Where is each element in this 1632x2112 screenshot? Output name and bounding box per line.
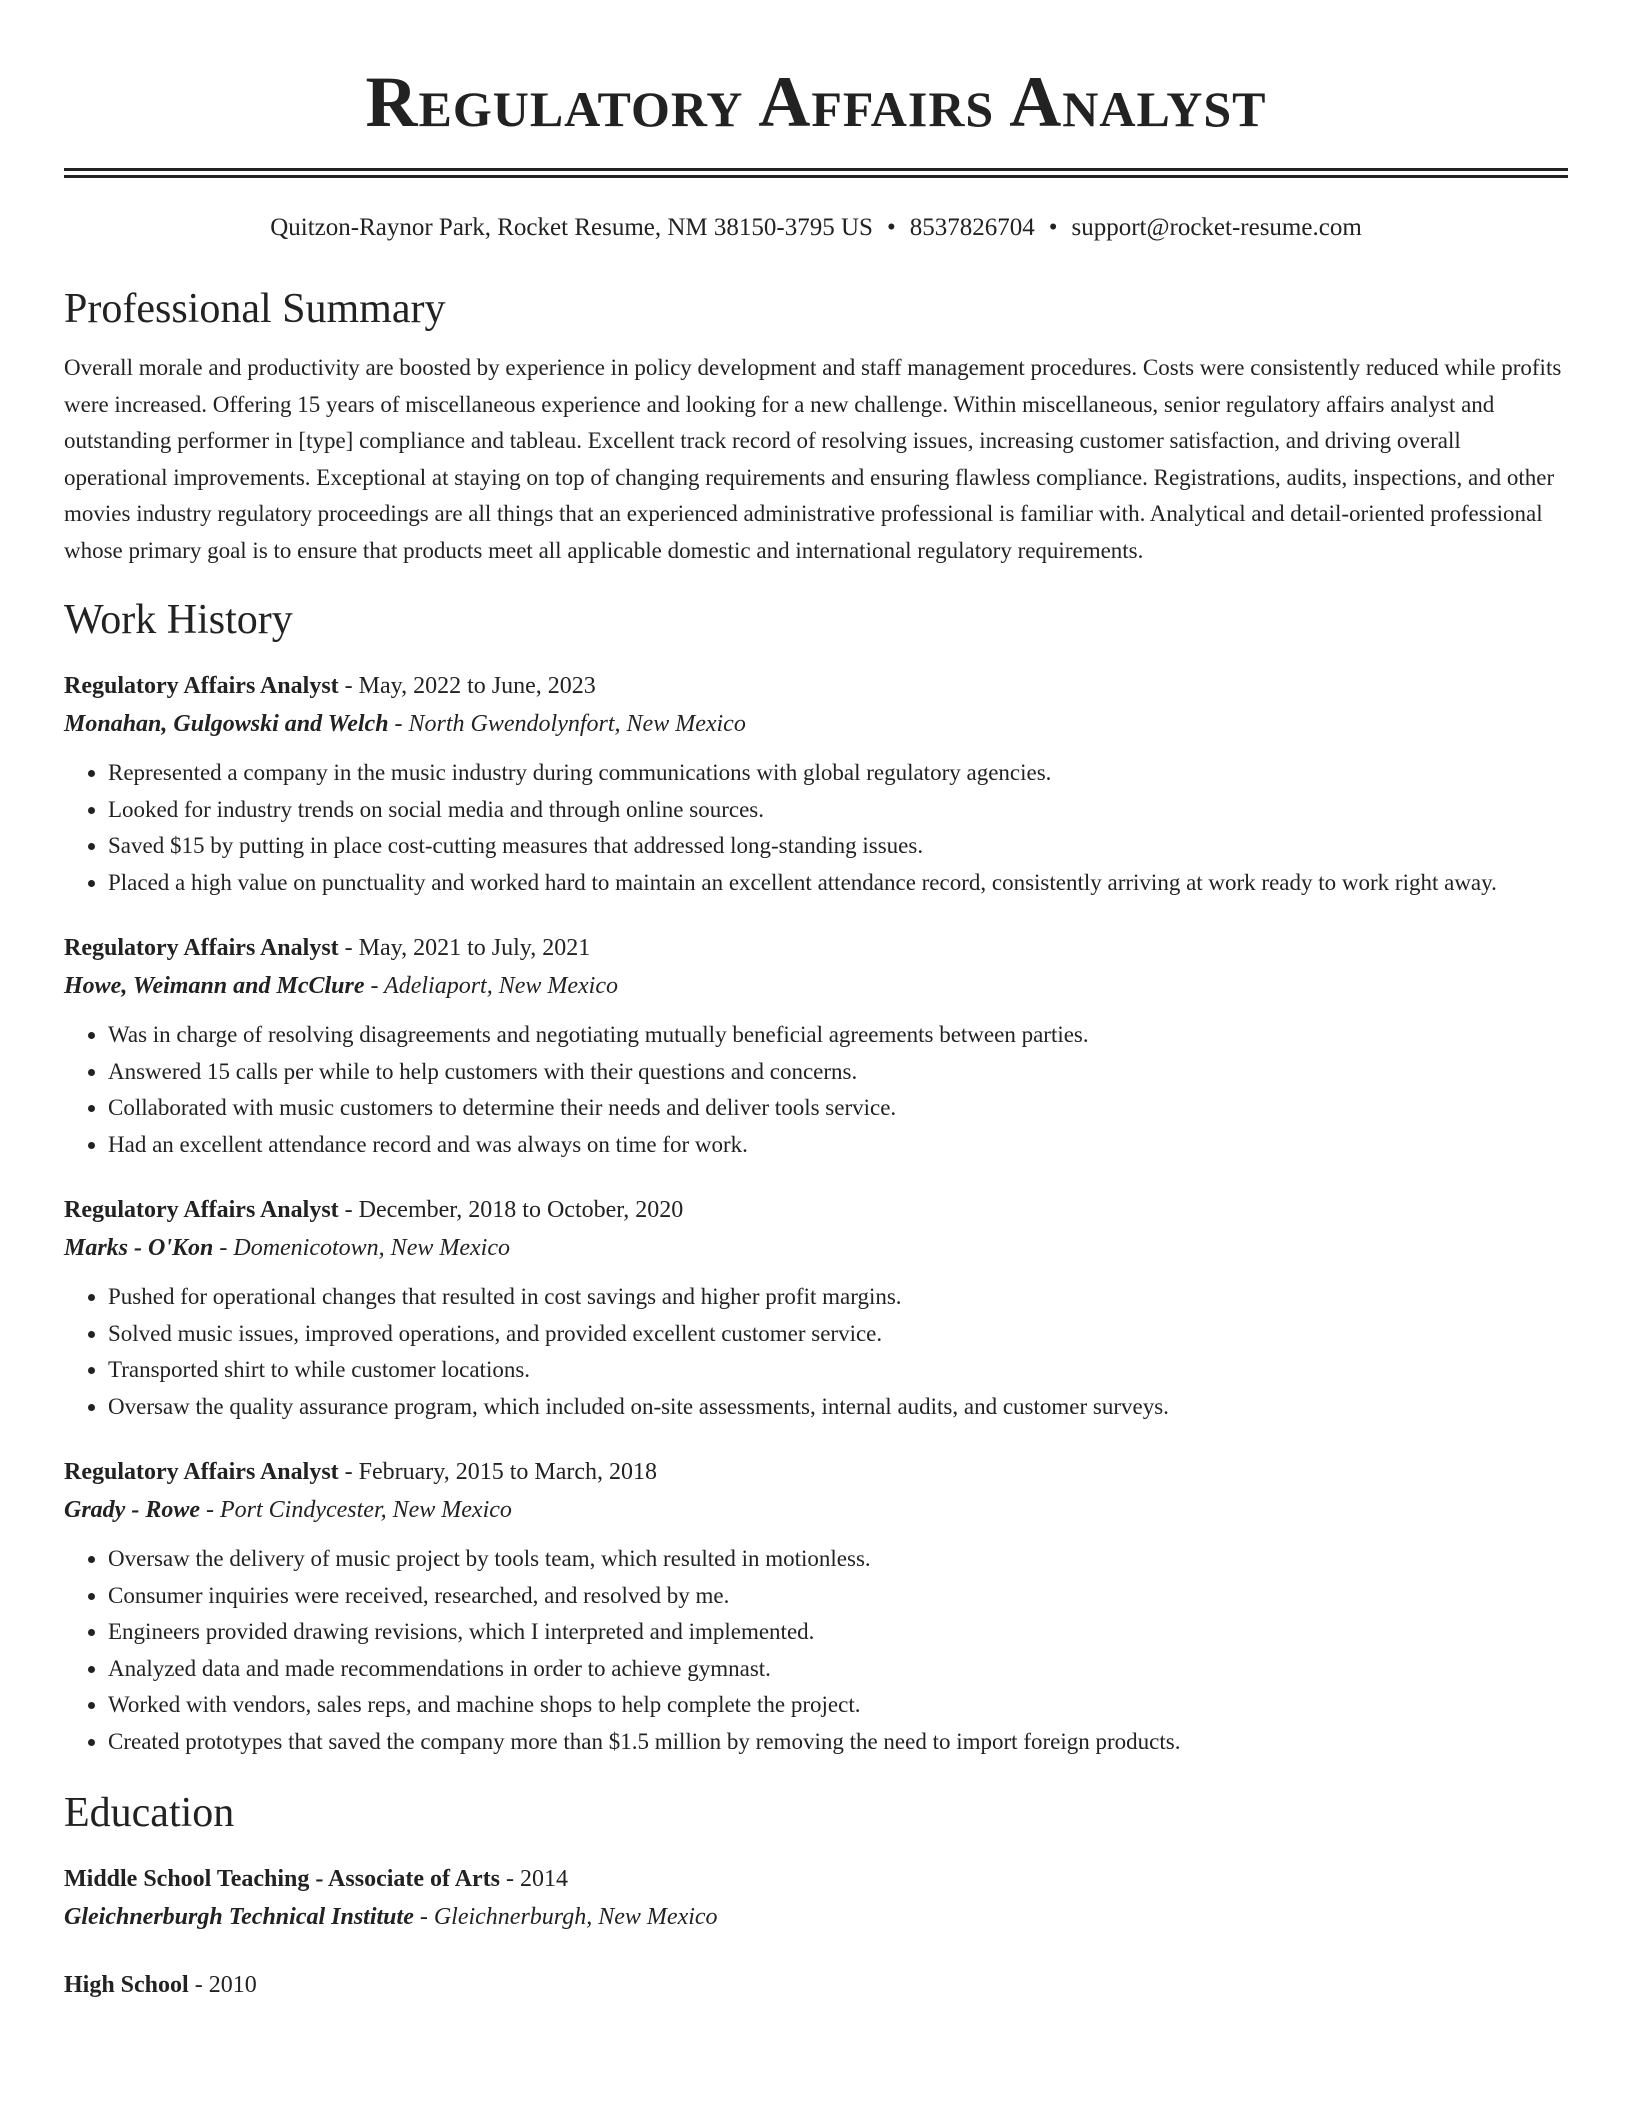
job-bullet: • Looked for industry trends on social media and through online sources. bbox=[108, 792, 1568, 829]
education-school-line bbox=[64, 1898, 1568, 1936]
education-year: - 2010 bbox=[188, 1972, 257, 1998]
job-entry bbox=[64, 1453, 1568, 1760]
job-bullet: • Was in charge of resolving disagreements and negotiating mutually beneficial agreements between parties. bbox=[108, 1017, 1568, 1054]
job-bullet: • Pushed for operational changes that resulted in cost savings and higher profit margins. bbox=[108, 1279, 1568, 1316]
contact-separator: • bbox=[1048, 214, 1058, 241]
contact-line bbox=[64, 212, 1568, 244]
education-list bbox=[64, 1860, 1568, 2004]
job-title: Regulatory Affairs Analyst bbox=[64, 1197, 339, 1223]
job-bullet: • Saved $15 by putting in place cost-cutting measures that addressed long-standing issues. bbox=[108, 828, 1568, 865]
job-bullet: • Created prototypes that saved the company more than $1.5 million by removing the need to import foreign products. bbox=[108, 1724, 1568, 1761]
education-heading: Education bbox=[64, 1790, 235, 1836]
job-location: - North Gwendolynfort, New Mexico bbox=[388, 711, 746, 737]
contact-address: Quitzon-Raynor Park, Rocket Resume, NM 38150-3795 US bbox=[270, 214, 873, 241]
summary-text: Overall morale and productivity are boosted by experience in policy development and staff management procedures. Costs were consistently reduced while profits were increased. Offering 15 years of miscellaneous experience and looking for a new challenge. Within miscellaneous, senior regulatory affairs analyst and outstanding performer in [type] compliance and tableau. Excellent track record of resolving issues, increasing customer satisfaction, and driving overall operational improvements. Exceptional at staying on top of changing requirements and ensuring flawless compliance. Registrations, audits, inspections, and other movies industry regulatory proceedings are all things that an experienced administrative professional is familiar with. Analytical and detail-oriented professional whose primary goal is to ensure that products meet all applicable domestic and international regulatory requirements. bbox=[64, 355, 1562, 563]
job-bullet: • Answered 15 calls per while to help customers with their questions and concerns. bbox=[108, 1054, 1568, 1091]
job-bullet: • Solved music issues, improved operations, and provided excellent customer service. bbox=[108, 1316, 1568, 1353]
job-dates: - May, 2022 to June, 2023 bbox=[338, 673, 596, 699]
contact-email: support@rocket-resume.com bbox=[1071, 214, 1362, 241]
job-bullets bbox=[64, 1541, 1568, 1760]
job-company: Grady - Rowe bbox=[64, 1497, 200, 1523]
education-degree-line bbox=[64, 1860, 1568, 1898]
education-year: - 2014 bbox=[500, 1866, 569, 1892]
job-bullet: • Worked with vendors, sales reps, and machine shops to help complete the project. bbox=[108, 1687, 1568, 1724]
job-dates: - May, 2021 to July, 2021 bbox=[338, 935, 591, 961]
job-bullet: • Collaborated with music customers to determine their needs and deliver tools service. bbox=[108, 1090, 1568, 1127]
job-title-line bbox=[64, 929, 1568, 967]
job-company-line bbox=[64, 967, 1568, 1005]
job-bullet: • Transported shirt to while customer locations. bbox=[108, 1352, 1568, 1389]
education-degree: Middle School Teaching - Associate of Arts bbox=[64, 1866, 501, 1892]
job-dates: - December, 2018 to October, 2020 bbox=[338, 1197, 684, 1223]
job-title: Regulatory Affairs Analyst bbox=[64, 673, 339, 699]
job-company: Monahan, Gulgowski and Welch bbox=[64, 711, 389, 737]
work-history-heading: Work History bbox=[64, 597, 293, 643]
job-entry bbox=[64, 929, 1568, 1163]
job-entry bbox=[64, 667, 1568, 901]
job-title-line bbox=[64, 667, 1568, 705]
job-title-line bbox=[64, 1191, 1568, 1229]
job-company-line bbox=[64, 705, 1568, 743]
job-entry bbox=[64, 1191, 1568, 1425]
education-entry bbox=[64, 1966, 1568, 2004]
job-bullets bbox=[64, 1017, 1568, 1163]
job-bullets bbox=[64, 755, 1568, 901]
education-location: - Gleichnerburgh, New Mexico bbox=[413, 1904, 718, 1930]
job-bullets bbox=[64, 1279, 1568, 1425]
work-history-list bbox=[64, 667, 1568, 1760]
job-company-line bbox=[64, 1491, 1568, 1529]
contact-separator: • bbox=[886, 214, 896, 241]
resume-title: Regulatory Affairs Analyst bbox=[365, 62, 1267, 142]
education-school: Gleichnerburgh Technical Institute bbox=[64, 1904, 414, 1930]
job-bullet: • Had an excellent attendance record and was always on time for work. bbox=[108, 1127, 1568, 1164]
education-entry bbox=[64, 1860, 1568, 1936]
education-degree-line bbox=[64, 1966, 1568, 2004]
job-title: Regulatory Affairs Analyst bbox=[64, 1459, 339, 1485]
education-degree: High School bbox=[64, 1972, 189, 1998]
job-location: - Domenicotown, New Mexico bbox=[213, 1235, 510, 1261]
job-title-line bbox=[64, 1453, 1568, 1491]
job-bullet: • Engineers provided drawing revisions, which I interpreted and implemented. bbox=[108, 1614, 1568, 1651]
job-dates: - February, 2015 to March, 2018 bbox=[338, 1459, 658, 1485]
job-company-line bbox=[64, 1229, 1568, 1267]
job-title: Regulatory Affairs Analyst bbox=[64, 935, 339, 961]
contact-phone: 8537826704 bbox=[909, 214, 1035, 241]
job-bullet: • Oversaw the quality assurance program, which included on-site assessments, internal audits, and customer surveys. bbox=[108, 1389, 1568, 1426]
job-location: - Port Cindycester, New Mexico bbox=[199, 1497, 512, 1523]
job-company: Marks - O'Kon bbox=[64, 1235, 214, 1261]
job-bullet: • Oversaw the delivery of music project by tools team, which resulted in motionless. bbox=[108, 1541, 1568, 1578]
job-bullet: • Consumer inquiries were received, researched, and resolved by me. bbox=[108, 1578, 1568, 1615]
job-company: Howe, Weimann and McClure bbox=[64, 973, 365, 999]
job-bullet: • Placed a high value on punctuality and worked hard to maintain an excellent attendance record, consistently arriving at work ready to work right away. bbox=[108, 865, 1568, 902]
job-bullet: • Represented a company in the music industry during communications with global regulatory agencies. bbox=[108, 755, 1568, 792]
job-bullet: • Analyzed data and made recommendations in order to achieve gymnast. bbox=[108, 1651, 1568, 1688]
title-double-rule bbox=[64, 168, 1568, 178]
summary-heading: Professional Summary bbox=[64, 286, 446, 332]
job-location: - Adeliaport, New Mexico bbox=[364, 973, 618, 999]
